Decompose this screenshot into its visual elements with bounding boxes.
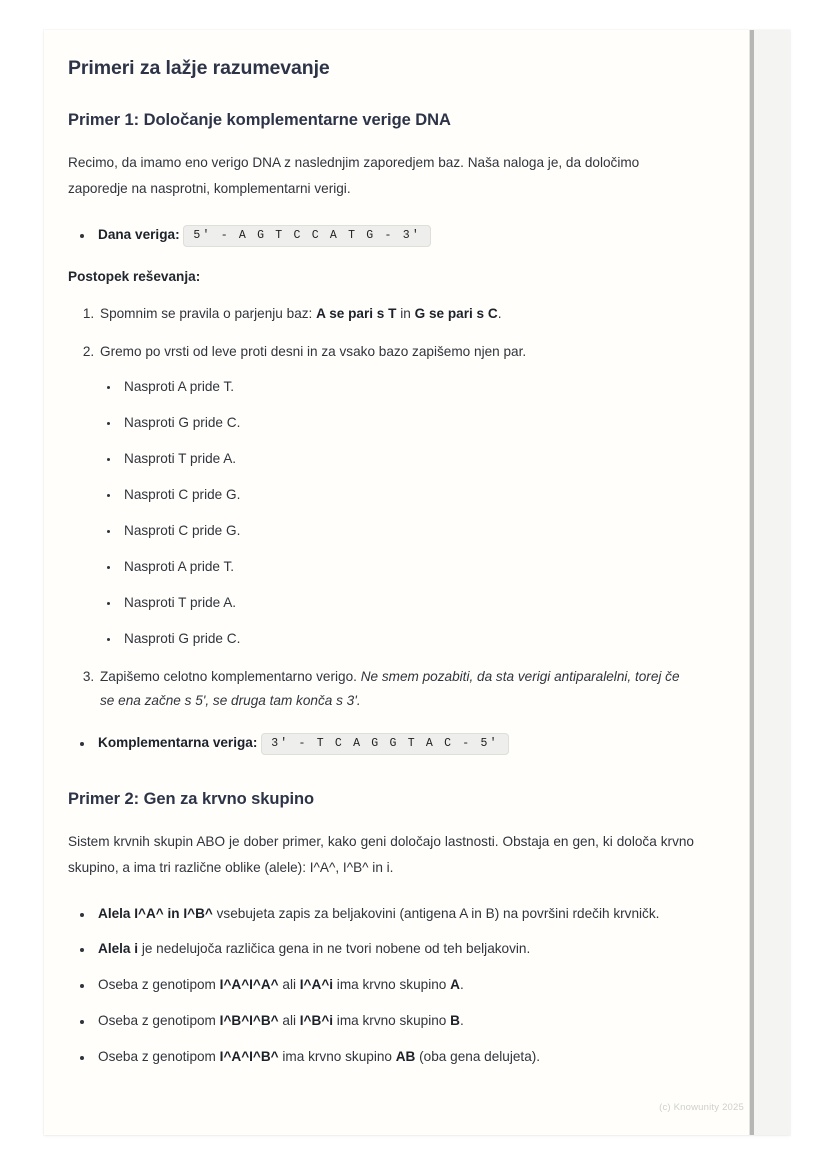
list-item: • Nasproti A pride T. [120, 375, 694, 398]
list-item: • Nasproti A pride T. [120, 555, 694, 578]
allele-ia-ib-text: vsebujeta zapis za beljakovini (antigena A in B) na površini rdečih krvničk. [212, 905, 660, 921]
step-3-text-before: Zapišemo celotno komplementarno verigo. [100, 668, 361, 684]
example-2-intro-paragraph: Sistem krvnih skupin ABO je dober primer, kako geni določajo lastnosti. Obstaja en gen, ki določa krvno skupino, a ima tri različne oblike (alele): I^A^, I^B^ in i. [68, 833, 694, 876]
complementary-strand-list [68, 731, 694, 755]
allele-i-text: je nedelujoča različica gena in ne tvori nobene od teh beljakovin. [138, 941, 531, 957]
step-1-rule-at: A se pari s T [316, 305, 397, 321]
genotype-a-text-middle: ali [278, 977, 300, 993]
genotype-ab-code: I^A^I^B^ [219, 1048, 279, 1064]
step-3-note-italic: Ne smem pozabiti, da sta verigi antiparalelni, torej če se ena začne s 5', se druga tam konča s 3'. [100, 668, 680, 708]
list-item: • Nasproti C pride G. [120, 519, 694, 542]
given-strand-label: Dana veriga: [98, 226, 180, 242]
genotype-a-text-before: Oseba z genotipom [98, 977, 220, 993]
list-item-allele-i [94, 937, 694, 961]
blood-group-b: B [450, 1013, 460, 1029]
blood-group-a: A [450, 977, 460, 993]
procedure-steps-list [68, 302, 694, 714]
list-item: • Nasproti G pride C. [120, 627, 694, 650]
list-item-complementary-strand [94, 731, 694, 755]
section-heading-example-1: Primer 1: Določanje komplementarne verige DNA [68, 111, 451, 130]
list-item-given-strand [94, 223, 694, 247]
genotype-b-text-after: ima krvno skupino [333, 1013, 451, 1029]
section-heading-example-2: Primer 2: Gen za krvno skupino [68, 790, 315, 809]
base-pairing-sublist [100, 375, 694, 651]
genotype-a-text-end: . [459, 977, 464, 993]
genotype-a-heterozygous: I^A^i [299, 977, 334, 993]
genotype-b-text-middle: ali [278, 1013, 300, 1029]
list-item: • Nasproti C pride G. [120, 483, 694, 506]
document-content [44, 30, 750, 1097]
vertical-scrollbar[interactable] [749, 30, 790, 1135]
step-1-text-before: Spomnim se pravila o parjenju baz: [100, 305, 317, 321]
genotype-b-text-before: Oseba z genotipom [98, 1013, 220, 1029]
genotype-b-homozygous: I^B^I^B^ [219, 1013, 279, 1029]
allele-list [68, 902, 694, 1069]
list-item-genotype-b [94, 1009, 694, 1033]
given-strand-sequence: 5' - A G T C C A T G - 3' [183, 225, 431, 247]
step-2-text: Gremo po vrsti od leve proti desni in za vsako bazo zapišemo njen par. [100, 344, 527, 360]
list-item-allele-ia-ib [94, 902, 694, 926]
note-card [44, 30, 790, 1135]
allele-i-label: Alela i [98, 941, 139, 957]
list-item: • Nasproti T pride A. [120, 447, 694, 470]
step-1-rule-gc: G se pari s C [414, 305, 498, 321]
example-1-intro-paragraph: Recimo, da imamo eno verigo DNA z naslednjim zaporedjem baz. Naša naloga je, da določimo zaporedje na nasprotni, komplementarni verigi. [68, 154, 640, 197]
genotype-a-homozygous: I^A^I^A^ [219, 977, 279, 993]
blood-group-ab: AB [395, 1048, 416, 1064]
complementary-strand-label: Komplementarna veriga: [98, 735, 258, 751]
genotype-a-text-after: ima krvno skupino [333, 977, 451, 993]
genotype-ab-text-end: (oba gena delujeta). [415, 1048, 541, 1064]
given-strand-list [68, 223, 694, 247]
allele-ia-ib-label: Alela I^A^ in I^B^ [98, 905, 213, 921]
genotype-ab-text-after: ima krvno skupino [278, 1048, 396, 1064]
note-scroll-viewport [44, 30, 750, 1135]
list-item-genotype-ab [94, 1045, 694, 1069]
genotype-b-heterozygous: I^B^i [299, 1013, 334, 1029]
scrollbar-thumb[interactable] [750, 30, 754, 1135]
genotype-ab-text-before: Oseba z genotipom [98, 1048, 220, 1064]
list-item: • Nasproti T pride A. [120, 591, 694, 614]
genotype-b-text-end: . [459, 1013, 464, 1029]
step-1-text-middle: in [396, 305, 415, 321]
complementary-strand-sequence: 3' - T C A G G T A C - 5' [261, 733, 509, 755]
step-1-text-after: . [497, 305, 502, 321]
procedure-step-1 [98, 302, 694, 326]
procedure-step-3 [98, 665, 694, 714]
copyright-watermark: (c) Knowunity 2025 [659, 1102, 744, 1113]
procedure-step-2 [98, 340, 694, 650]
procedure-label: Postopek reševanja: [68, 268, 201, 284]
list-item-genotype-a [94, 973, 694, 997]
list-item: • Nasproti G pride C. [120, 411, 694, 434]
page-title: Primeri za lažje razumevanje [68, 57, 330, 79]
